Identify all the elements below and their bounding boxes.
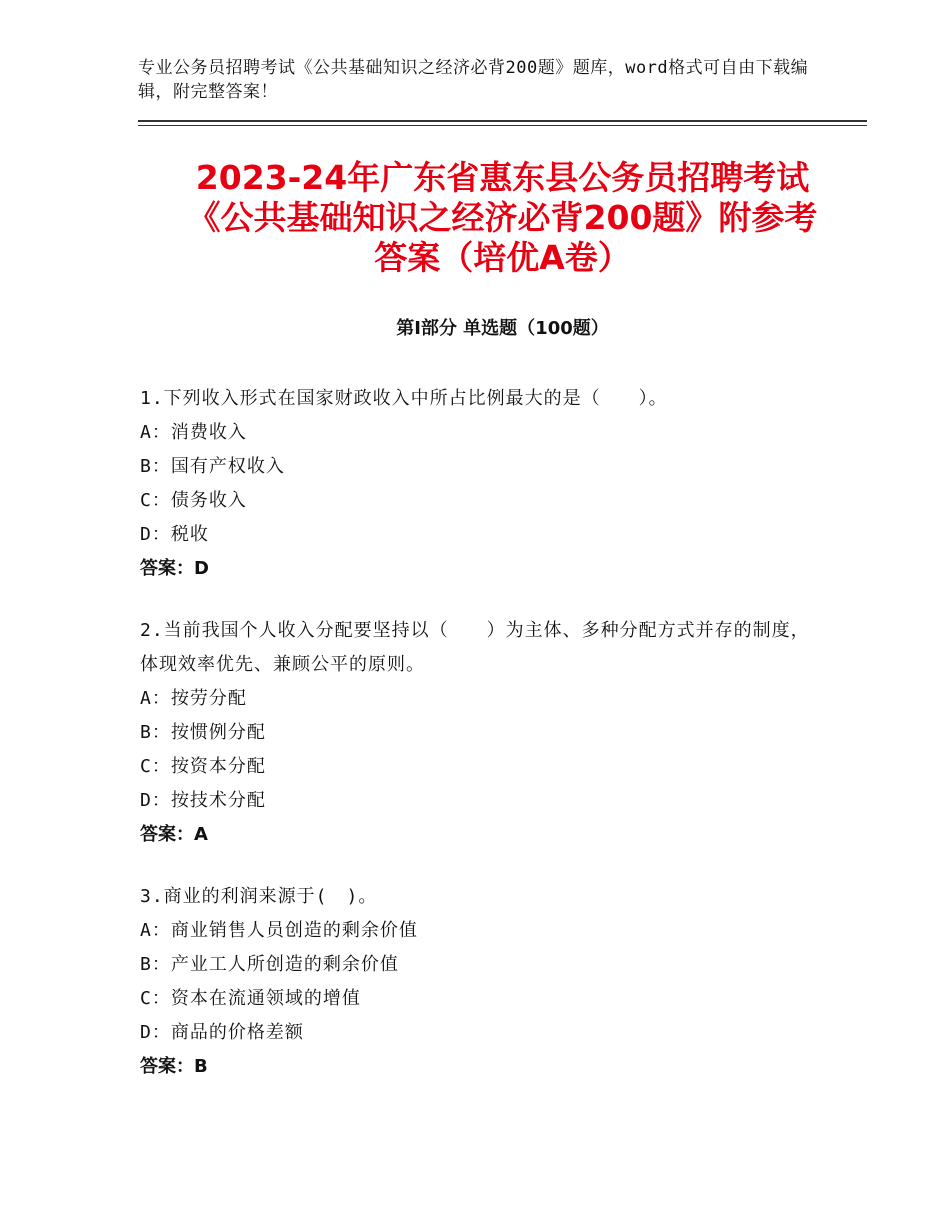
question-stem: 1.下列收入形式在国家财政收入中所占比例最大的是（ ）。	[140, 388, 668, 409]
document-title-line: 《公共基础知识之经济必背200题》附参考	[187, 198, 818, 237]
answer-line: 答案：D	[140, 558, 209, 579]
question-item	[140, 614, 820, 852]
document-title-line: 答案（培优A卷）	[374, 238, 631, 277]
header-rule-thin	[138, 125, 867, 126]
option-a: A：按劳分配	[140, 688, 247, 709]
option-b: B：按惯例分配	[140, 722, 266, 743]
header-rule-thick	[138, 120, 867, 122]
option-b: B：国有产权收入	[140, 456, 285, 477]
question-item	[140, 880, 820, 1084]
document-title-line: 2023-24年广东省惠东县公务员招聘考试	[195, 158, 810, 197]
option-d: D：按技术分配	[140, 790, 266, 811]
option-c: C：债务收入	[140, 490, 247, 511]
question-stem: 3.商业的利润来源于( )。	[140, 886, 378, 907]
document-title	[138, 158, 867, 278]
header-note: 专业公务员招聘考试《公共基础知识之经济必背200题》题库，word格式可自由下载编辑，附完整答案！	[138, 58, 809, 102]
question-list	[140, 382, 820, 1112]
option-d: D：商品的价格差额	[140, 1022, 304, 1043]
option-c: C：资本在流通领域的增值	[140, 988, 361, 1009]
option-a: A：消费收入	[140, 422, 247, 443]
option-c: C：按资本分配	[140, 756, 266, 777]
question-item	[140, 382, 820, 586]
option-b: B：产业工人所创造的剩余价值	[140, 954, 399, 975]
answer-line: 答案：B	[140, 1056, 208, 1077]
option-a: A：商业销售人员创造的剩余价值	[140, 920, 418, 941]
section-title: 第Ⅰ部分 单选题（100题）	[396, 318, 609, 339]
option-d: D：税收	[140, 524, 209, 545]
question-stem: 2.当前我国个人收入分配要坚持以（ ）为主体、多种分配方式并存的制度，体现效率优先、兼顾公平的原则。	[140, 620, 810, 675]
answer-line: 答案：A	[140, 824, 208, 845]
